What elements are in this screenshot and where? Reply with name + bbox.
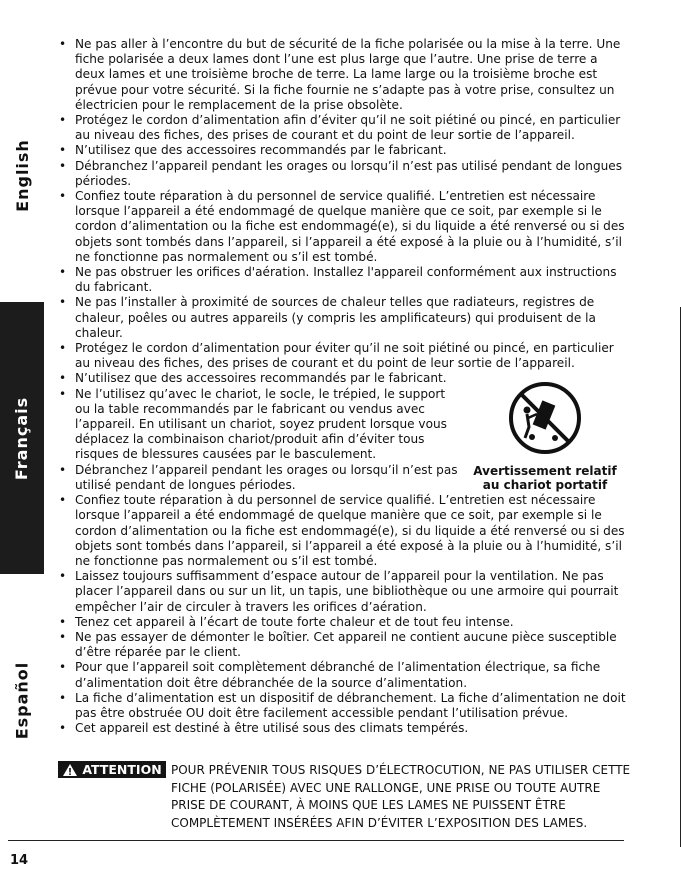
list-item: • Protégez le cordon d’alimentation afin d’éviter qu’il ne soit piétiné ou pincé, en particulier au niveau des fiches, des prises de courant et du point de leur sortie de l’appareil. — [58, 113, 628, 143]
language-label-espanol: Español — [12, 661, 32, 739]
cart-warning-caption: Avertissement relatif au chariot portatif — [473, 464, 617, 492]
list-item: • Ne pas essayer de démonter le boîtier. Cet appareil ne contient aucune pièce susceptible d’être réparée par le client. — [58, 630, 628, 660]
attention-label: ATTENTION — [82, 762, 162, 777]
attention-text: POUR PRÉVENIR TOUS RISQUES D’ÉLECTROCUTION, NE PAS UTILISER CETTE FICHE (POLARISÉE) AVEC UNE RALLONGE, UNE PRISE OU TOUTE AUTRE PRISE DE COURANT, À MOINS QUE LES LAMES NE PUISSENT ÊTRE COMPLÈTEMENT INSÉRÉES AFIN D’ÉVITER L’EXPOSITION DES LAMES. — [171, 763, 631, 830]
language-tab-espanol — [0, 650, 44, 750]
list-item: • Débranchez l’appareil pendant les orages ou lorsqu’il n’est pas utilisé pendant de longues périodes. — [58, 159, 628, 189]
list-item: • Ne pas l’installer à proximité de sources de chaleur telles que radiateurs, registres de chaleur, poêles ou autres appareils (y compris les amplificateurs) qui produisent de la chaleur. — [58, 295, 628, 341]
warning-triangle-icon — [62, 763, 78, 777]
list-item: • La fiche d’alimentation est un dispositif de débranchement. La fiche d’alimentation ne doit pas être obstruée OU doit être facilement accessible pendant l’utilisation prévue. — [58, 691, 628, 721]
list-item: • Ne pas aller à l’encontre du but de sécurité de la fiche polarisée ou la mise à la terre. Une fiche polarisée a deux lames dont l’une est plus large que l’autre. Une prise de terre a deux lames et une troisième broche de terre. La lame large ou la troisième broche est prévue pour votre sécurité. Si la fiche fournie ne s’adapte pas à votre prise, consultez un électricien pour le remplacement de la prise obsolète. — [58, 37, 628, 113]
list-item: • Tenez cet appareil à l’écart de toute forte chaleur et de tout feu intense. — [58, 615, 628, 630]
language-label-english: English — [12, 138, 32, 212]
list-item: • Cet appareil est destiné à être utilisé sous des climats tempérés. — [58, 721, 628, 736]
list-item: • N’utilisez que des accessoires recommandés par le fabricant. — [58, 143, 628, 158]
language-tab-english — [0, 125, 44, 225]
attention-badge — [58, 761, 166, 778]
tip-over-cart-warning-icon — [507, 380, 583, 456]
list-item: • Ne pas obstruer les orifices d'aération. Installez l'appareil conformément aux instructions du fabricant. — [58, 265, 628, 295]
list-item: • Débranchez l’appareil pendant les orages ou lorsqu’il n’est pas utilisé pendant de longues périodes. — [58, 463, 475, 493]
cart-warning-figure — [470, 380, 620, 492]
list-item: • Protégez le cordon d’alimentation pour éviter qu’il ne soit piétiné ou pincé, en particulier au niveau des fiches, des prises de courant et du point de leur sortie de l’appareil. — [58, 341, 628, 371]
list-item: • N’utilisez que des accessoires recommandés par le fabricant. — [58, 371, 628, 386]
list-item: • Ne l’utilisez qu’avec le chariot, le socle, le trépied, le support ou la table recommandés par le fabricant ou vendus avec l’appareil. En utilisant un chariot, soyez prudent lorsque vous déplacez la combinaison chariot/produit afin d’éviter tous risques de blessures causées par le basculement. — [58, 387, 455, 463]
language-tab-francais — [0, 302, 44, 574]
list-item: • Confiez toute réparation à du personnel de service qualifié. L’entretien est nécessaire lorsque l’appareil a été endommagé de quelque manière que ce soit, par exemple si le cordon d’alimentation ou la fiche est endommagé(e), si du liquide a été renversé ou si des objets sont tombés dans l’appareil, si l’appareil a été exposé à la pluie ou à l’humidité, s’il ne fonctionne pas normalement ou s’il est tombé. — [58, 493, 628, 569]
list-item: • Pour que l’appareil soit complètement débranché de l’alimentation électrique, sa fiche d’alimentation doit être débranchée de la source d’alimentation. — [58, 660, 628, 690]
list-item: • Laissez toujours suffisamment d’espace autour de l’appareil pour la ventilation. Ne pas placer l’appareil dans ou sur un lit, un tapis, une bibliothèque ou une armoire qui pourrait empêcher l’air de circuler à travers les orifices d’aération. — [58, 569, 628, 615]
language-label-francais: Français — [12, 396, 32, 480]
page-number: 14 — [10, 853, 29, 868]
list-item: • Confiez toute réparation à du personnel de service qualifié. L’entretien est nécessaire lorsque l’appareil a été endommagé de quelque manière que ce soit, par exemple si le cordon d’alimentation ou la fiche est endommagé(e), si du liquide a été renversé ou si des objets sont tombés dans l’appareil, si l’appareil a été exposé à la pluie ou à l’humidité, s’il ne fonctionne pas normalement ou s’il est tombé. — [58, 189, 628, 265]
footer-rule — [8, 840, 624, 841]
